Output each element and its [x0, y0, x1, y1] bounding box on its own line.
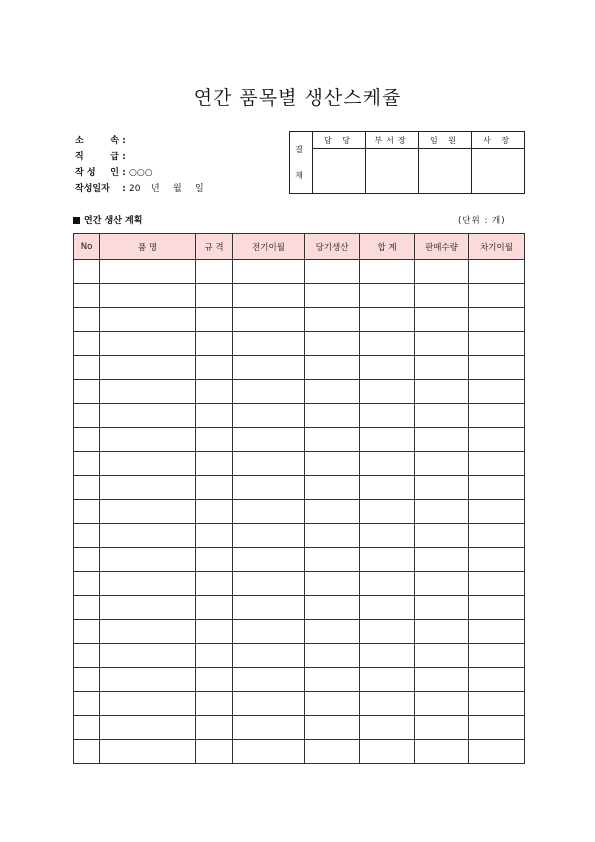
table-cell[interactable] [74, 476, 100, 500]
approval-header-executive: 임 원 [419, 132, 472, 149]
table-cell[interactable] [100, 476, 196, 500]
col-header-item-name: 품 명 [100, 234, 196, 260]
table-cell[interactable] [360, 284, 415, 308]
table-cell[interactable] [415, 500, 469, 524]
table-cell[interactable] [100, 404, 196, 428]
table-cell[interactable] [196, 476, 233, 500]
table-cell[interactable] [100, 452, 196, 476]
table-row [74, 332, 525, 356]
table-cell[interactable] [305, 596, 360, 620]
table-cell[interactable] [74, 716, 100, 740]
table-cell[interactable] [360, 716, 415, 740]
table-cell[interactable] [74, 740, 100, 764]
production-plan-table [73, 233, 525, 764]
table-row [74, 260, 525, 284]
table-cell[interactable] [233, 332, 305, 356]
table-cell[interactable] [100, 596, 196, 620]
table-cell[interactable] [100, 308, 196, 332]
table-cell[interactable] [196, 716, 233, 740]
table-cell[interactable] [233, 452, 305, 476]
table-cell[interactable] [233, 692, 305, 716]
table-cell[interactable] [360, 500, 415, 524]
table-row [74, 716, 525, 740]
table-row [74, 308, 525, 332]
table-cell[interactable] [100, 428, 196, 452]
table-cell[interactable] [415, 332, 469, 356]
table-cell[interactable] [196, 644, 233, 668]
table-cell[interactable] [360, 548, 415, 572]
col-header-no: No [74, 234, 100, 260]
square-bullet-icon [73, 217, 80, 224]
table-cell[interactable] [305, 692, 360, 716]
table-cell[interactable] [360, 644, 415, 668]
author-info [75, 133, 204, 197]
approval-sign-staff[interactable] [313, 149, 366, 194]
table-cell[interactable] [360, 404, 415, 428]
table-cell[interactable] [233, 740, 305, 764]
table-cell[interactable] [415, 308, 469, 332]
table-cell[interactable] [196, 260, 233, 284]
table-cell[interactable] [100, 740, 196, 764]
table-row [74, 452, 525, 476]
table-cell[interactable] [100, 716, 196, 740]
table-cell[interactable] [305, 620, 360, 644]
table-cell[interactable] [305, 452, 360, 476]
table-cell[interactable] [469, 380, 525, 404]
table-cell[interactable] [305, 428, 360, 452]
table-cell[interactable] [360, 596, 415, 620]
table-cell[interactable] [74, 596, 100, 620]
table-cell[interactable] [233, 620, 305, 644]
table-cell[interactable] [100, 356, 196, 380]
approval-sign-manager[interactable] [366, 149, 419, 194]
table-row [74, 572, 525, 596]
table-cell[interactable] [415, 428, 469, 452]
table-cell[interactable] [233, 404, 305, 428]
table-cell[interactable] [74, 572, 100, 596]
table-cell[interactable] [415, 452, 469, 476]
table-cell[interactable] [415, 404, 469, 428]
author-value: ○○○ [129, 168, 153, 178]
affiliation-row: 소 속 : [75, 136, 126, 146]
approval-label: 결 재 [290, 132, 313, 194]
table-cell[interactable] [196, 548, 233, 572]
approval-sign-president[interactable] [472, 149, 525, 194]
table-row [74, 548, 525, 572]
table-cell[interactable] [74, 644, 100, 668]
table-cell[interactable] [360, 428, 415, 452]
table-row [74, 620, 525, 644]
approval-header-manager: 부서장 [366, 132, 419, 149]
table-cell[interactable] [360, 332, 415, 356]
table-cell[interactable] [360, 620, 415, 644]
table-cell[interactable] [196, 500, 233, 524]
table-cell[interactable] [196, 284, 233, 308]
table-cell[interactable] [469, 404, 525, 428]
table-cell[interactable] [196, 356, 233, 380]
table-cell[interactable] [469, 740, 525, 764]
table-cell[interactable] [415, 572, 469, 596]
table-cell[interactable] [360, 380, 415, 404]
table-cell[interactable] [233, 668, 305, 692]
page-title: 연간 품목별 생산스케쥴 [193, 87, 402, 109]
table-row [74, 644, 525, 668]
table-cell[interactable] [415, 596, 469, 620]
table-row [74, 740, 525, 764]
table-cell[interactable] [100, 668, 196, 692]
table-cell[interactable] [305, 404, 360, 428]
table-cell[interactable] [100, 380, 196, 404]
table-row [74, 356, 525, 380]
approval-box [289, 131, 525, 194]
table-row [74, 428, 525, 452]
table-cell[interactable] [305, 548, 360, 572]
table-header-row [74, 234, 525, 260]
date-row: 작성일자 : 20 년 월 일 [75, 181, 204, 197]
table-cell[interactable] [305, 356, 360, 380]
table-cell[interactable] [469, 716, 525, 740]
table-cell[interactable] [415, 548, 469, 572]
table-cell[interactable] [360, 452, 415, 476]
table-cell[interactable] [305, 284, 360, 308]
table-cell[interactable] [74, 356, 100, 380]
table-cell[interactable] [74, 332, 100, 356]
table-cell[interactable] [305, 572, 360, 596]
table-cell[interactable] [360, 668, 415, 692]
table-cell[interactable] [469, 500, 525, 524]
table-cell[interactable] [415, 284, 469, 308]
table-cell[interactable] [233, 644, 305, 668]
table-cell[interactable] [233, 716, 305, 740]
unit-note: (단위 : 개) [458, 216, 506, 226]
col-header-carried-in: 전기이월 [233, 234, 305, 260]
table-cell[interactable] [100, 260, 196, 284]
table-cell[interactable] [74, 620, 100, 644]
table-cell[interactable] [233, 572, 305, 596]
table-cell[interactable] [100, 644, 196, 668]
table-cell[interactable] [305, 260, 360, 284]
table-cell[interactable] [233, 260, 305, 284]
table-cell[interactable] [415, 716, 469, 740]
table-cell[interactable] [100, 332, 196, 356]
table-cell[interactable] [305, 668, 360, 692]
table-cell[interactable] [233, 596, 305, 620]
table-cell[interactable] [305, 716, 360, 740]
table-cell[interactable] [305, 332, 360, 356]
author-row: 작 성 인 : ○○○ [75, 165, 204, 181]
col-header-carried-out: 차기이월 [469, 234, 525, 260]
position-row: 직 급 : [75, 152, 126, 162]
table-cell[interactable] [469, 284, 525, 308]
table-cell[interactable] [233, 428, 305, 452]
table-cell[interactable] [305, 500, 360, 524]
col-header-total: 합 계 [360, 234, 415, 260]
table-cell[interactable] [415, 476, 469, 500]
table-cell[interactable] [196, 404, 233, 428]
table-cell[interactable] [469, 668, 525, 692]
table-cell[interactable] [196, 308, 233, 332]
section-title: 연간 생산 계획 [73, 213, 142, 226]
table-cell[interactable] [415, 260, 469, 284]
table-cell[interactable] [196, 596, 233, 620]
approval-header-staff: 담 당 [313, 132, 366, 149]
table-cell[interactable] [360, 572, 415, 596]
col-header-spec: 규 격 [196, 234, 233, 260]
table-cell[interactable] [74, 668, 100, 692]
col-header-sales-qty: 판매수량 [415, 234, 469, 260]
table-cell[interactable] [360, 692, 415, 716]
table-row [74, 500, 525, 524]
table-cell[interactable] [360, 356, 415, 380]
table-cell[interactable] [233, 308, 305, 332]
table-cell[interactable] [415, 524, 469, 548]
table-cell[interactable] [233, 548, 305, 572]
table-cell[interactable] [74, 524, 100, 548]
table-cell[interactable] [415, 668, 469, 692]
table-cell[interactable] [196, 620, 233, 644]
table-cell[interactable] [196, 452, 233, 476]
table-cell[interactable] [469, 428, 525, 452]
table-cell[interactable] [469, 692, 525, 716]
table-cell[interactable] [74, 308, 100, 332]
table-cell[interactable] [469, 332, 525, 356]
table-cell[interactable] [360, 740, 415, 764]
table-cell[interactable] [415, 620, 469, 644]
table-cell[interactable] [196, 740, 233, 764]
table-cell[interactable] [469, 644, 525, 668]
table-cell[interactable] [305, 308, 360, 332]
table-cell[interactable] [415, 644, 469, 668]
table-cell[interactable] [233, 380, 305, 404]
table-cell[interactable] [469, 476, 525, 500]
table-cell[interactable] [415, 356, 469, 380]
table-row [74, 524, 525, 548]
col-header-production: 당기생산 [305, 234, 360, 260]
table-cell[interactable] [233, 524, 305, 548]
table-row [74, 404, 525, 428]
table-cell[interactable] [74, 284, 100, 308]
table-cell[interactable] [74, 404, 100, 428]
table-cell[interactable] [415, 692, 469, 716]
date-value: 20 년 월 일 [129, 184, 204, 194]
table-cell[interactable] [469, 260, 525, 284]
table-cell[interactable] [469, 524, 525, 548]
table-cell[interactable] [305, 380, 360, 404]
table-cell[interactable] [196, 332, 233, 356]
table-cell[interactable] [74, 452, 100, 476]
table-cell[interactable] [74, 380, 100, 404]
table-row [74, 668, 525, 692]
table-cell[interactable] [100, 524, 196, 548]
table-cell[interactable] [196, 572, 233, 596]
table-cell[interactable] [100, 572, 196, 596]
table-row [74, 596, 525, 620]
table-row [74, 692, 525, 716]
table-cell[interactable] [74, 548, 100, 572]
table-cell[interactable] [305, 740, 360, 764]
table-cell[interactable] [469, 308, 525, 332]
table-cell[interactable] [415, 380, 469, 404]
table-cell[interactable] [469, 356, 525, 380]
table-cell[interactable] [469, 452, 525, 476]
table-row [74, 284, 525, 308]
table-cell[interactable] [233, 500, 305, 524]
table-cell[interactable] [196, 380, 233, 404]
table-cell[interactable] [74, 692, 100, 716]
table-cell[interactable] [305, 524, 360, 548]
table-cell[interactable] [74, 500, 100, 524]
table-cell[interactable] [100, 692, 196, 716]
table-cell[interactable] [469, 548, 525, 572]
table-cell[interactable] [360, 308, 415, 332]
table-cell[interactable] [360, 524, 415, 548]
table-cell[interactable] [100, 284, 196, 308]
table-row [74, 476, 525, 500]
table-cell[interactable] [100, 620, 196, 644]
table-cell[interactable] [196, 692, 233, 716]
table-cell[interactable] [100, 548, 196, 572]
approval-sign-executive[interactable] [419, 149, 472, 194]
table-cell[interactable] [305, 476, 360, 500]
table-cell[interactable] [233, 476, 305, 500]
table-cell[interactable] [469, 596, 525, 620]
table-cell[interactable] [360, 260, 415, 284]
table-cell[interactable] [360, 476, 415, 500]
table-row [74, 380, 525, 404]
table-cell[interactable] [469, 620, 525, 644]
approval-header-president: 사 장 [472, 132, 525, 149]
table-cell[interactable] [196, 668, 233, 692]
table-cell[interactable] [233, 284, 305, 308]
table-cell[interactable] [415, 740, 469, 764]
table-cell[interactable] [233, 356, 305, 380]
table-cell[interactable] [196, 428, 233, 452]
table-cell[interactable] [305, 644, 360, 668]
table-cell[interactable] [196, 524, 233, 548]
table-cell[interactable] [469, 572, 525, 596]
table-cell[interactable] [74, 260, 100, 284]
table-cell[interactable] [100, 500, 196, 524]
table-cell[interactable] [74, 428, 100, 452]
